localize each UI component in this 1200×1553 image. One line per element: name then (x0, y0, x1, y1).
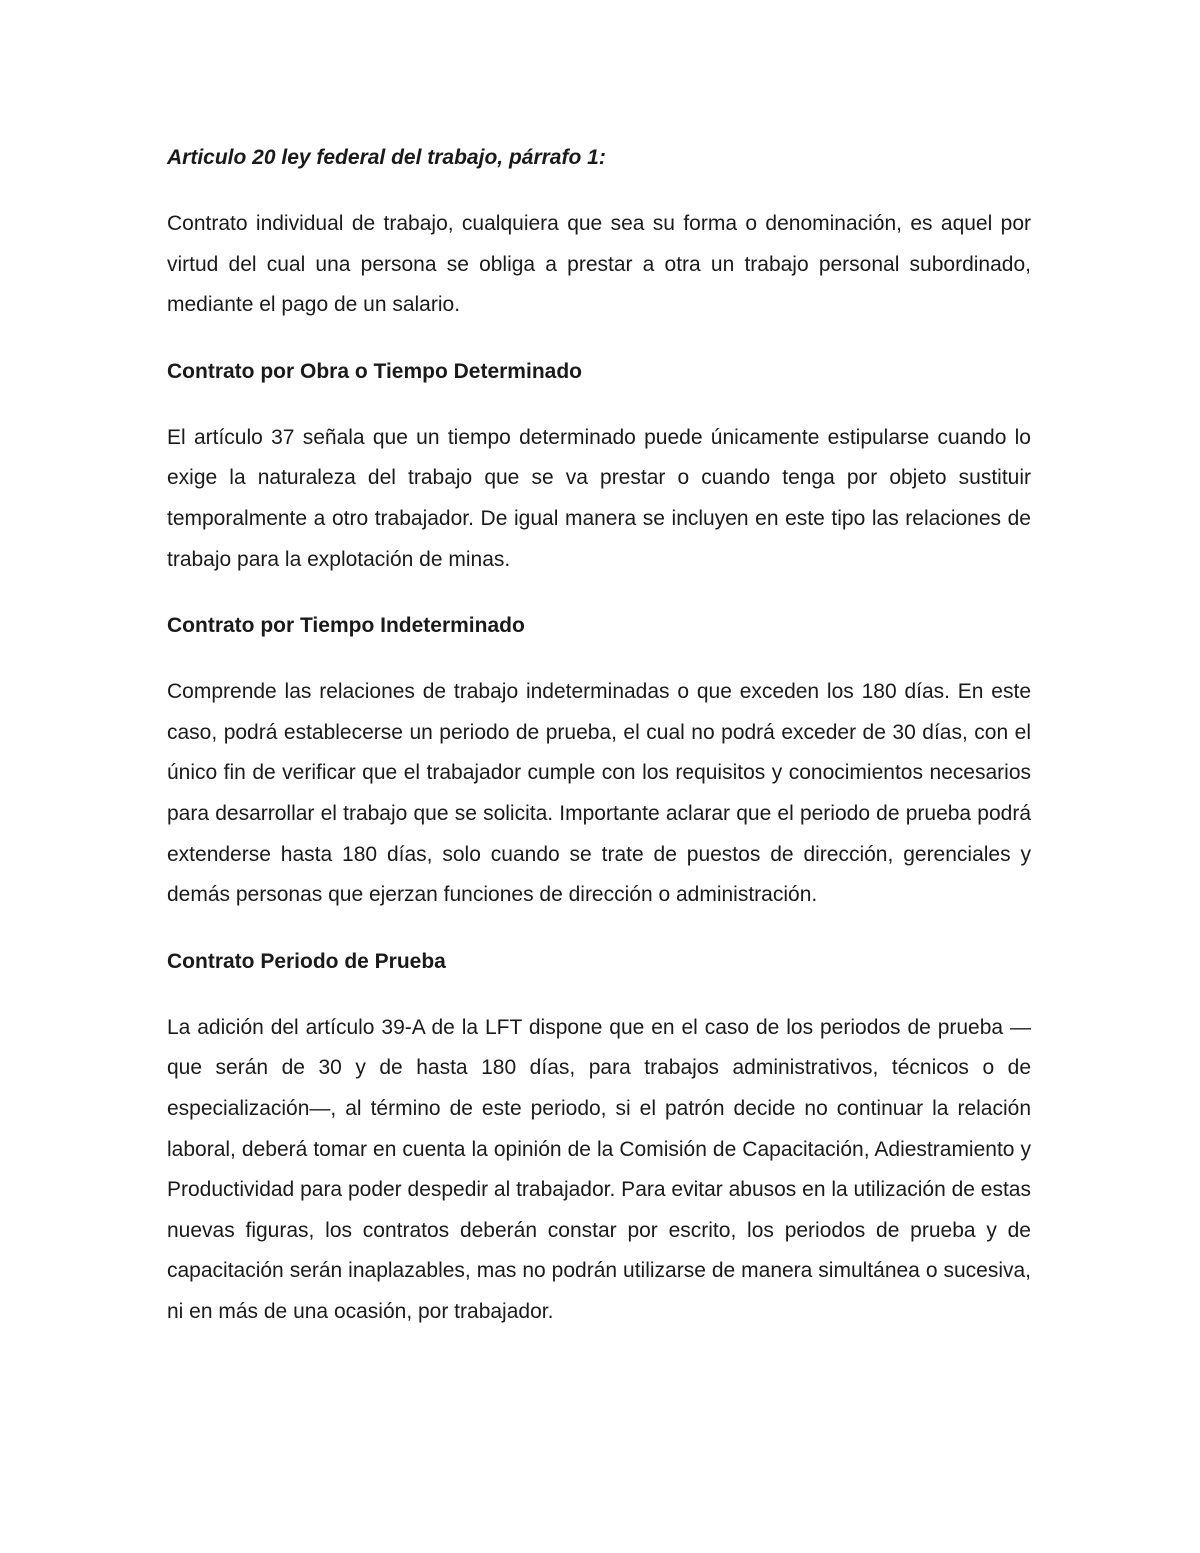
heading-periodo-prueba: Contrato Periodo de Prueba (167, 949, 446, 973)
document-page (167, 138, 1031, 1332)
heading-tiempo-indeterminado: Contrato por Tiempo Indeterminado (167, 614, 525, 638)
paragraph-articulo-39a: La adición del artículo 39-A de la LFT dispone que en el caso de los periodos de prueba —que serán de 30 y de hasta 180 días, para trabajos administrativos, técnicos o de especialización—, al término de este periodo, si el patrón decide no continuar la relación laboral, deberá tomar en cuenta la opinión de la Comisión de Capacitación, Adiestramiento y Productividad para poder despedir al trabajador. Para evitar abusos en la utilización de estas nuevas figuras, los contratos deberán constar por escrito, los periodos de prueba y de capacitación serán inaplazables, mas no podrán utilizarse de manera simultánea o sucesiva, ni en más de una ocasión, por trabajador. (167, 1015, 1031, 1323)
paragraph-tiempo-indeterminado: Comprende las relaciones de trabajo indeterminadas o que exceden los 180 días. En este caso, podrá establecerse un periodo de prueba, el cual no podrá exceder de 30 días, con el único fin de verificar que el trabajador cumple con los requisitos y conocimientos necesarios para desarrollar el trabajo que se solicita. Importante aclarar que el periodo de prueba podrá extenderse hasta 180 días, solo cuando se trate de puestos de dirección, gerenciales y demás personas que ejerzan funciones de dirección o administración. (167, 680, 1031, 907)
paragraph-contrato-individual: Contrato individual de trabajo, cualquiera que sea su forma o denominación, es aquel por virtud del cual una persona se obliga a prestar a otra un trabajo personal subordinado, mediante el pago de un salario. (167, 212, 1031, 317)
article-title: Articulo 20 ley federal del trabajo, párrafo 1: (167, 146, 606, 169)
heading-obra-tiempo-determinado: Contrato por Obra o Tiempo Determinado (167, 359, 582, 383)
paragraph-articulo-37: El artículo 37 señala que un tiempo determinado puede únicamente estipularse cuando lo exige la naturaleza del trabajo que se va prestar o cuando tenga por objeto sustituir temporalmente a otro trabajador. De igual manera se incluyen en este tipo las relaciones de trabajo para la explotación de minas. (167, 425, 1031, 571)
